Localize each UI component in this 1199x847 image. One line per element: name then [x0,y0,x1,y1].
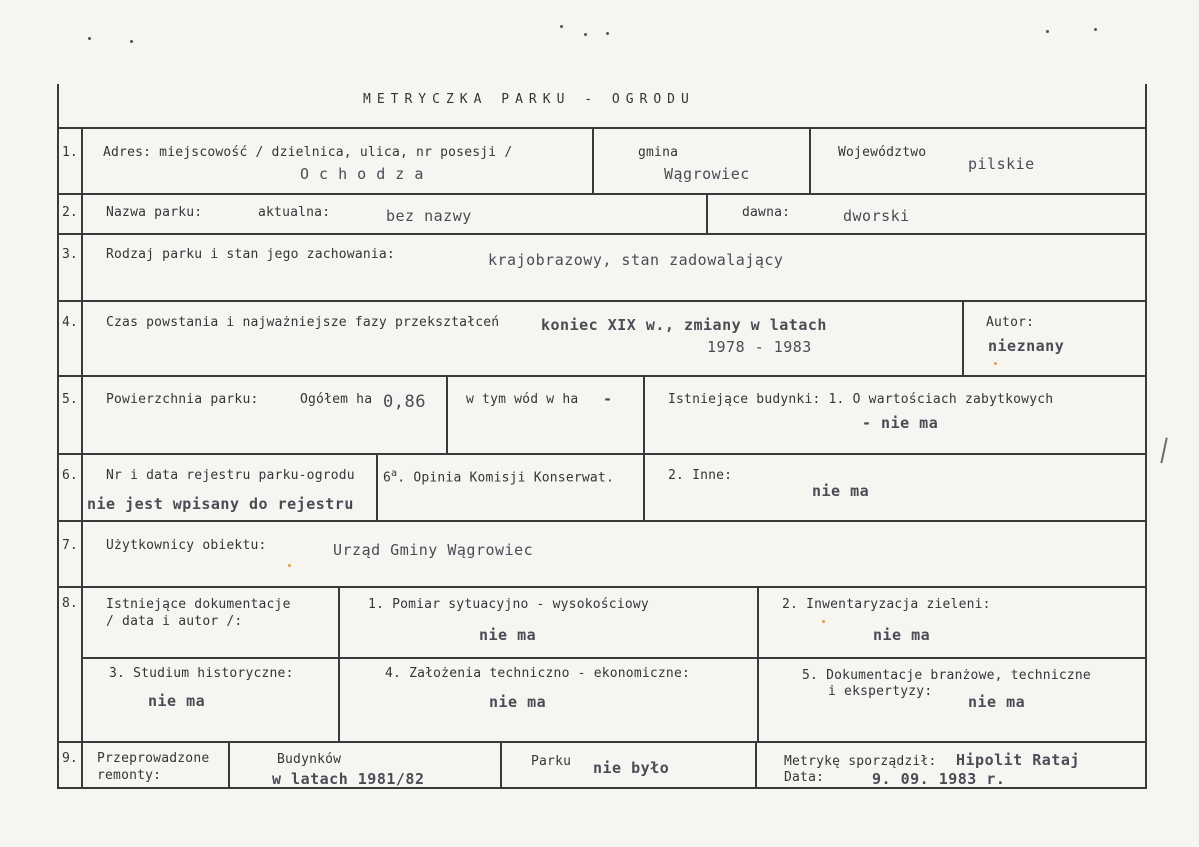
form-title: METRYCZKA PARKU - OGRODU [363,92,695,107]
row-divider [57,375,1147,377]
number-column-line [81,128,83,788]
frame-left [57,84,59,788]
origin-phases-label: Czas powstania i najważniejsze fazy przekształceń [106,315,500,330]
row-divider [57,300,1147,302]
row-number: 3. [62,247,78,262]
water-area-label: w tym wód w ha [466,392,579,407]
historical-study-value: nie ma [148,692,206,710]
scan-speck [130,40,133,43]
cell-divider [228,742,230,787]
tech-economic-value: nie ma [489,693,547,711]
row-divider [57,127,1147,129]
date-label: Data: [784,770,825,785]
row-number: 9. [62,751,78,766]
users-value: Urząd Gminy Wągrowiec [333,541,534,559]
scan-speck [994,362,997,365]
scan-speck [606,32,609,35]
park-type-value: krajobrazowy, stan zadowalający [488,251,784,269]
row-number: 5. [62,392,78,407]
scan-speck [88,37,91,40]
scan-speck [1094,28,1097,31]
former-name-label: dawna: [742,205,791,220]
other-buildings-value: nie ma [812,482,870,500]
origin-phases-value-line1: koniec XIX w., zmiany w latach [541,316,827,334]
industry-docs-value: nie ma [968,693,1026,711]
conservator-opinion-sup: a [391,468,398,479]
renovations-label-line1: Przeprowadzone [97,751,210,766]
row-number: 1. [62,145,78,160]
scan-speck [822,620,825,623]
users-label: Użytkownicy obiektu: [106,538,267,553]
cell-divider [338,587,340,741]
survey-value: nie ma [479,626,537,644]
row-divider [57,741,1147,743]
former-name-value: dworski [843,207,910,225]
row-divider [82,657,1147,659]
park-name-label: Nazwa parku: [106,205,203,220]
conservator-opinion-label [383,468,614,485]
tech-economic-label: 4. Założenia techniczno - ekonomiczne: [385,666,691,681]
renovations-label-line2: remonty: [97,768,162,783]
documentation-label-line2: / data i autor /: [106,614,243,629]
conservator-opinion-text: . Opinia Komisji Konserwat. [397,470,614,486]
park-renovation-value: nie było [593,759,670,777]
historical-study-label: 3. Studium historyczne: [109,666,294,681]
cell-divider [376,454,378,520]
cell-divider [962,301,964,375]
area-label: Powierzchnia parku: [106,392,259,407]
row-number: 2. [62,205,78,220]
park-renovation-label: Parku [531,754,572,769]
buildings-renovation-value: w latach 1981/82 [272,770,425,788]
date-value: 9. 09. 1983 r. [872,770,1006,788]
row-divider [57,233,1147,235]
prepared-by-value: Hipolit Rataj [956,751,1080,769]
cell-divider [500,742,502,787]
voivodeship-value: pilskie [968,155,1035,173]
total-area-value: 0,86 [383,392,426,412]
address-value: O c h o d z a [300,165,424,183]
scan-speck [288,564,291,567]
row-number: 6. [62,468,78,483]
water-area-value: - [603,390,613,408]
scan-speck [584,33,587,36]
row-number: 7. [62,538,78,553]
commune-value: Wągrowiec [664,165,750,183]
documentation-label-line1: Istniejące dokumentacje [106,597,291,612]
row-divider [57,193,1147,195]
registry-label: Nr i data rejestru parku-ogrodu [106,468,355,483]
row-divider [57,520,1147,522]
cell-divider [643,376,645,520]
cell-divider [706,194,708,233]
industry-docs-label-line2: i ekspertyzy: [828,684,933,699]
conservator-opinion-prefix: 6 [383,470,392,486]
address-label: Adres: miejscowość / dzielnica, ulica, nr posesji / [103,145,513,160]
park-type-label: Rodzaj parku i stan jego zachowania: [106,247,395,262]
origin-phases-value-line2: 1978 - 1983 [707,338,812,356]
author-label: Autor: [986,315,1035,330]
row-divider [57,586,1147,588]
prepared-by-label: Metrykę sporządził: [784,754,937,769]
frame-right [1145,84,1147,788]
row-number: 4. [62,315,78,330]
total-area-label: Ogółem ha [300,392,373,407]
survey-label: 1. Pomiar sytuacyjno - wysokościowy [368,597,649,612]
row-number: 8. [62,596,78,611]
buildings-label: Istniejące budynki: 1. O wartościach zabytkowych [668,392,1054,407]
registry-value: nie jest wpisany do rejestru [87,495,354,513]
buildings-renovation-label: Budynków [277,752,342,767]
scan-speck [560,25,563,28]
cell-divider [755,742,757,787]
margin-pencil-mark [1160,437,1173,464]
current-name-label: aktualna: [258,205,331,220]
greenery-inventory-value: nie ma [873,626,931,644]
commune-label: gmina [638,145,679,160]
cell-divider [809,128,811,193]
cell-divider [757,587,759,741]
industry-docs-label-line1: 5. Dokumentacje branżowe, techniczne [802,668,1091,683]
buildings-value: - nie ma [862,414,939,432]
scan-speck [1046,30,1049,33]
row-divider [57,453,1147,455]
author-value: nieznany [988,337,1065,355]
greenery-inventory-label: 2. Inwentaryzacja zieleni: [782,597,991,612]
voivodeship-label: Województwo [838,145,927,160]
cell-divider [592,128,594,193]
cell-divider [446,376,448,453]
current-name-value: bez nazwy [386,207,472,225]
other-buildings-label: 2. Inne: [668,468,733,483]
